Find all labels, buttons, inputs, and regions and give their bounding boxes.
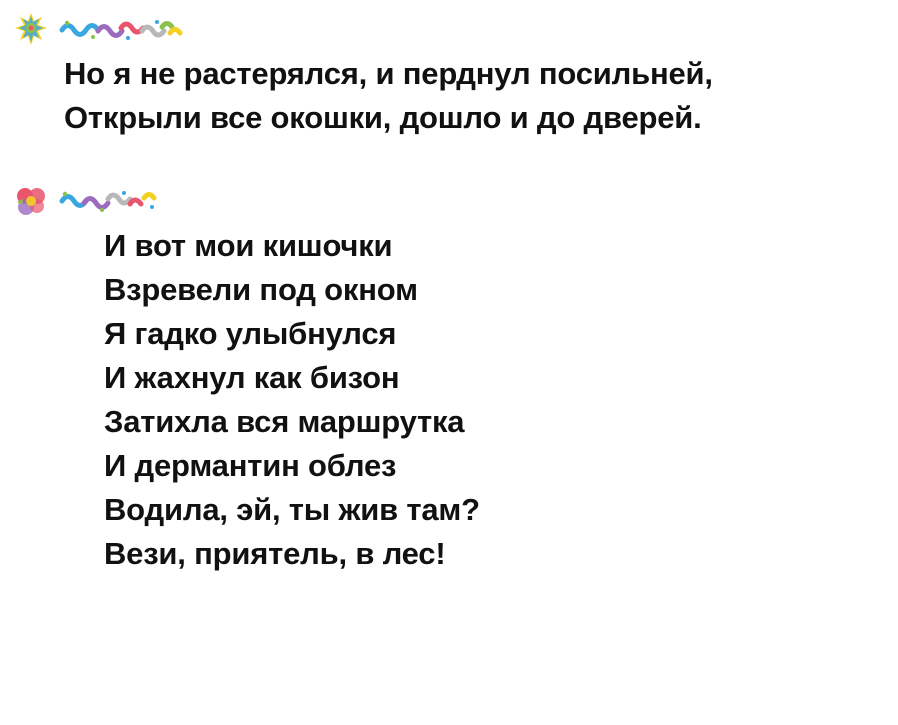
stanza-1-lines: [0, 52, 898, 140]
poem-line: Взревели под окном: [104, 272, 418, 307]
sparkle-star-icon: [14, 12, 48, 46]
scribble-squiggle-icon: [58, 186, 170, 216]
poem-line: И дермантин облез: [104, 448, 397, 483]
poem-line: Я гадко улыбнулся: [104, 316, 397, 351]
poem-line: И вот мои кишочки: [104, 228, 393, 263]
stanza-2-lines: [0, 224, 898, 576]
poem-line: Вези, приятель, в лес!: [104, 536, 446, 571]
stanza-block-2: [0, 140, 898, 576]
flower-blossom-icon: [14, 184, 48, 218]
poem-line: Открыли все окошки, дошло и до дверей.: [64, 100, 702, 135]
ornament-row-2: [0, 178, 898, 224]
scribble-squiggle-icon: [58, 14, 188, 44]
stanza-block-1: [0, 0, 898, 140]
poem-line: Затихла вся маршрутка: [104, 404, 465, 439]
poem-line: Водила, эй, ты жив там?: [104, 492, 480, 527]
ornament-row-1: [0, 6, 898, 52]
poem-line: Но я не растерялся, и перднул посильней,: [64, 56, 713, 91]
poem-line: И жахнул как бизон: [104, 360, 400, 395]
